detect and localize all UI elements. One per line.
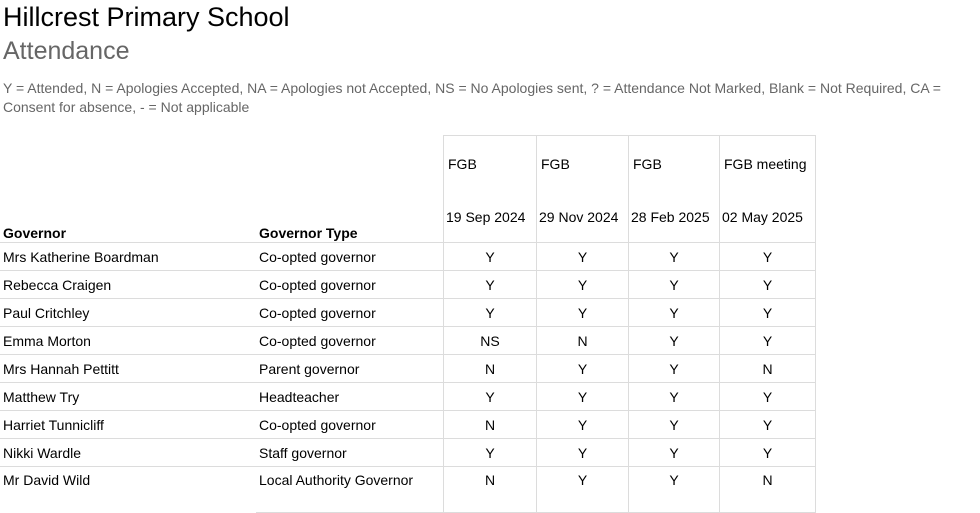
attendance-cell: Y: [629, 355, 720, 383]
attendance-cell: Y: [537, 243, 629, 271]
attendance-cell: N: [537, 327, 629, 355]
page-subtitle: Attendance: [3, 37, 130, 65]
attendance-cell: Y: [720, 439, 816, 467]
governor-type-cell: Staff governor: [256, 439, 444, 467]
governor-column-header: Governor: [3, 225, 67, 241]
attendance-legend: Y = Attended, N = Apologies Accepted, NA = Apologies not Accepted, NS = No Apologies sent, ? = Attendance Not Marked, Blank = Not Required, CA = Consent for absence, - = Not applicable: [3, 80, 941, 115]
meeting-date-header: 29 Nov 2024: [537, 192, 629, 243]
attendance-cell: Y: [629, 271, 720, 299]
meeting-name-header: FGB: [537, 136, 629, 193]
attendance-cell: N: [720, 355, 816, 383]
attendance-table: [0, 135, 816, 513]
attendance-cell: Y: [629, 243, 720, 271]
meeting-date-header: 19 Sep 2024: [444, 192, 537, 243]
table-row: [0, 383, 816, 411]
attendance-cell: Y: [537, 299, 629, 327]
governor-name-cell: Matthew Try: [0, 383, 256, 411]
attendance-cell: Y: [537, 411, 629, 439]
attendance-cell: Y: [444, 243, 537, 271]
governor-type-cell: Co-opted governor: [256, 327, 444, 355]
meeting-name-row: [0, 136, 816, 193]
governor-type-cell: Co-opted governor: [256, 243, 444, 271]
governor-type-cell: Co-opted governor: [256, 271, 444, 299]
table-row: [0, 299, 816, 327]
governor-type-cell: Headteacher: [256, 383, 444, 411]
governor-name-cell: Emma Morton: [0, 327, 256, 355]
attendance-cell: Y: [444, 383, 537, 411]
attendance-cell: Y: [720, 243, 816, 271]
table-row: [0, 243, 816, 271]
attendance-cell: Y: [629, 327, 720, 355]
attendance-cell: Y: [720, 327, 816, 355]
meeting-date-header: 02 May 2025: [720, 192, 816, 243]
meeting-name-header: FGB: [629, 136, 720, 193]
attendance-cell: Y: [629, 411, 720, 439]
attendance-cell: N: [444, 411, 537, 439]
governor-name-cell: Paul Critchley: [0, 299, 256, 327]
governor-type-cell: Co-opted governor: [256, 411, 444, 439]
table-row: [0, 411, 816, 439]
attendance-cell: Y: [537, 467, 629, 513]
meeting-name-header: FGB meeting: [720, 136, 816, 193]
governor-name-cell: Harriet Tunnicliff: [0, 411, 256, 439]
attendance-cell: Y: [720, 411, 816, 439]
attendance-cell: Y: [720, 383, 816, 411]
attendance-cell: Y: [629, 383, 720, 411]
governor-name-cell: Mrs Katherine Boardman: [0, 243, 256, 271]
governor-type-column-header: Governor Type: [256, 136, 444, 243]
attendance-cell: Y: [720, 271, 816, 299]
table-row: [0, 355, 816, 383]
attendance-cell: Y: [629, 467, 720, 513]
governor-type-cell: Local Authority Governor: [256, 467, 444, 513]
attendance-cell: Y: [444, 439, 537, 467]
governor-type-cell: Parent governor: [256, 355, 444, 383]
table-row: [0, 271, 816, 299]
attendance-cell: N: [720, 467, 816, 513]
governor-name-cell: Nikki Wardle: [0, 439, 256, 467]
governor-name-cell: Rebecca Craigen: [0, 271, 256, 299]
attendance-cell: Y: [629, 299, 720, 327]
attendance-cell: Y: [629, 439, 720, 467]
attendance-cell: Y: [537, 355, 629, 383]
attendance-cell: Y: [444, 271, 537, 299]
table-row: [0, 439, 816, 467]
table-row: [0, 327, 816, 355]
governor-name-cell: Mrs Hannah Pettitt: [0, 355, 256, 383]
governor-type-cell: Co-opted governor: [256, 299, 444, 327]
page-title: Hillcrest Primary School: [3, 2, 290, 32]
attendance-cell: N: [444, 355, 537, 383]
attendance-cell: NS: [444, 327, 537, 355]
meeting-date-header: 28 Feb 2025: [629, 192, 720, 243]
table-row: [0, 467, 816, 513]
attendance-cell: Y: [537, 383, 629, 411]
meeting-name-header: FGB: [444, 136, 537, 193]
attendance-cell: N: [444, 467, 537, 513]
attendance-cell: Y: [537, 439, 629, 467]
attendance-cell: Y: [537, 271, 629, 299]
attendance-cell: Y: [720, 299, 816, 327]
attendance-cell: Y: [444, 299, 537, 327]
governor-name-cell: Mr David Wild: [0, 467, 256, 513]
